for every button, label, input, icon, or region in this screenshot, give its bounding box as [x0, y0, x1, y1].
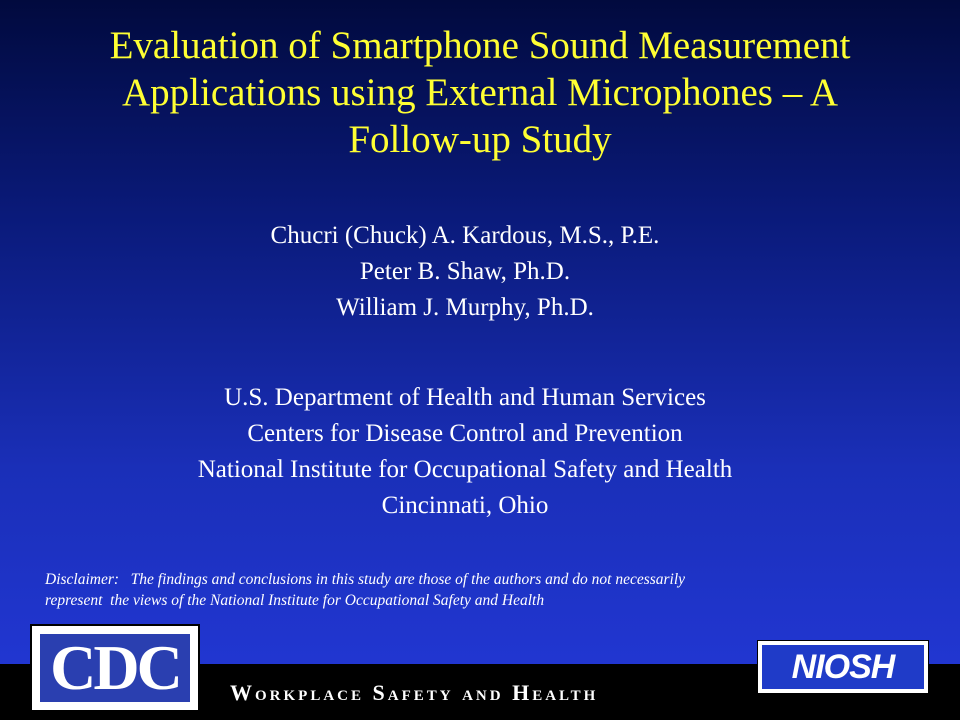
organization-line: Cincinnati, Ohio: [381, 492, 549, 519]
disclaimer: [45, 569, 945, 611]
cdc-logo: [30, 624, 200, 712]
niosh-logo: [757, 640, 929, 694]
organization-line: Centers for Disease Control and Prevention: [247, 420, 683, 447]
author-name: Chucri (Chuck) A. Kardous, M.S., P.E.: [270, 222, 660, 249]
author-name: Peter B. Shaw, Ph.D.: [359, 258, 571, 285]
footer-tagline: Workplace Safety and Health: [230, 680, 599, 705]
cdc-logo-text: CDC: [50, 632, 180, 703]
title-line: Applications using External Microphones – A: [122, 71, 838, 114]
cdc-logo-panel: [38, 632, 192, 704]
slide-title: [10, 22, 950, 163]
niosh-logo-text: NIOSH: [791, 648, 895, 686]
author-list: [120, 218, 810, 326]
disclaimer-line: Disclaimer: The findings and conclusions in this study are those of the authors and do not necessarily: [45, 571, 686, 588]
organization-block: [80, 380, 850, 524]
niosh-logo-panel: [762, 645, 924, 689]
organization-line: National Institute for Occupational Safety and Health: [197, 456, 733, 483]
author-name: William J. Murphy, Ph.D.: [336, 294, 594, 321]
title-line: Evaluation of Smartphone Sound Measurement: [109, 24, 851, 67]
title-line: Follow-up Study: [348, 118, 612, 161]
disclaimer-line: represent the views of the National Institute for Occupational Safety and Health: [45, 592, 545, 609]
organization-line: U.S. Department of Health and Human Services: [224, 384, 706, 411]
